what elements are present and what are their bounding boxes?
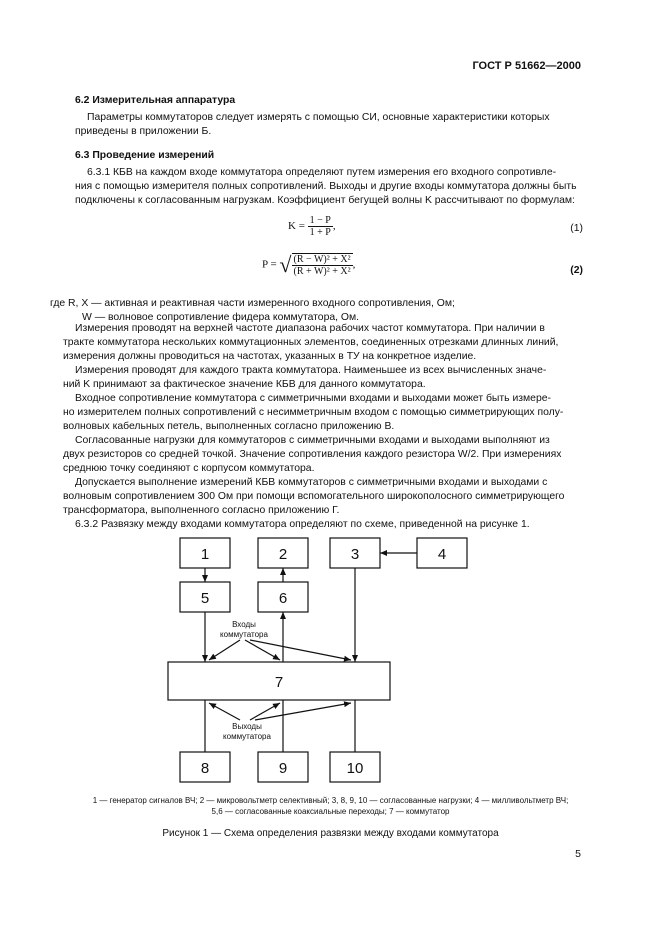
figure-legend xyxy=(40,795,621,817)
box-1-label: 1 xyxy=(200,546,210,563)
inputs-pointer-3 xyxy=(250,640,351,660)
text-line: 6.3.1 КБВ на каждом входе коммутатора определяют путем измерения его входного сопротивле- xyxy=(87,167,557,178)
box-2-label: 2 xyxy=(278,546,288,563)
box-9-label: 9 xyxy=(278,760,288,777)
box-6-label: 6 xyxy=(278,590,288,607)
text-line: среднюю точку соединяют с корпусом коммутатора. xyxy=(63,463,315,474)
box-3-label: 3 xyxy=(350,546,360,563)
text-line: Допускается выполнение измерений КБВ коммутаторов с симметричными входами и выходами с xyxy=(75,477,548,488)
section-6-2-title: 6.2 Измерительная аппаратура xyxy=(75,95,236,106)
section-6-3-title: 6.3 Проведение измерений xyxy=(75,150,215,161)
legend-line-1: 1 — генератор сигналов ВЧ; 2 — микровольтметр селективный; 3, 8, 9, 10 — согласованные нагрузки; 4 — милливольтметр ВЧ; xyxy=(92,796,569,805)
text-line: Параметры коммутаторов следует измерять с помощью СИ, основные характеристики которых xyxy=(87,112,550,123)
sqrt-sign-icon: √ xyxy=(279,252,292,277)
box-10-label: 10 xyxy=(346,760,364,777)
where-line-1: где R, X — активная и реактивная части измеренного входного сопротивления, Ом; xyxy=(50,298,455,309)
text-line: ния с помощью измерителя полных сопротивлений. Выходы и другие входы коммутатора должны быть xyxy=(75,181,577,192)
formula-1-denominator: 1 + P xyxy=(309,227,331,238)
figure-caption: Рисунок 1 — Схема определения развязки между входами коммутатора xyxy=(162,828,499,839)
page-number: 5 xyxy=(575,848,581,860)
formula-2-number: (2) xyxy=(570,265,583,276)
standard-code: ГОСТ Р 51662—2000 xyxy=(472,60,581,72)
outputs-label-2: коммутатора xyxy=(223,732,271,741)
formula-1-lhs: K = xyxy=(288,220,305,233)
text-line: волновых кабельных петель, выполненных согласно приложению В. xyxy=(63,421,395,432)
box-5-label: 5 xyxy=(200,590,210,607)
text-line: ний K принимают за фактическое значение КБВ для данного коммутатора. xyxy=(63,379,426,390)
outputs-label-1: Выходы xyxy=(232,722,262,731)
text-line: Согласованные нагрузки для коммутаторов с симметричными входами и выходами выполняют из xyxy=(75,435,550,446)
text-line: 6.3.2 Развязку между входами коммутатора определяют по схеме, приведенной на рисунке 1. xyxy=(75,519,530,530)
where-line-2: W — волновое сопротивление фидера коммутатора, Ом. xyxy=(82,312,360,323)
box-4-label: 4 xyxy=(437,546,447,563)
formula-1-tail: , xyxy=(332,220,336,233)
outputs-pointer-1 xyxy=(209,703,240,720)
outputs-pointer-2 xyxy=(250,703,280,720)
outputs-pointer-3 xyxy=(255,703,351,720)
text-line: измерения должны проводиться на частотах, указанных в ТУ на конкретное изделие. xyxy=(63,351,477,362)
formula-2-tail: , xyxy=(352,258,356,271)
formula-1-number: (1) xyxy=(570,223,583,234)
formula-2-numerator: (R − W)² + X² xyxy=(293,254,351,265)
inputs-pointer-1 xyxy=(209,640,240,660)
inputs-label-1: Входы xyxy=(232,620,256,629)
inputs-label-2: коммутатора xyxy=(220,630,268,639)
text-line: трансформатора, выполненного согласно приложению Г. xyxy=(63,505,340,516)
text-line: Входное сопротивление коммутатора с симметричными входами и выходами может быть измере- xyxy=(75,393,551,404)
text-line: Измерения проводят для каждого тракта коммутатора. Наименьшее из всех вычисленных значе- xyxy=(75,365,547,376)
formula-1-numerator: 1 − P xyxy=(309,215,331,226)
legend-line-2: 5,6 — согласованные коаксиальные переходы; 7 — коммутатор xyxy=(211,807,450,816)
text-line: но измерителем полных сопротивлений с несимметричным входом с помощью симметрирующих полу- xyxy=(63,407,564,418)
box-7-label: 7 xyxy=(274,674,284,691)
formula-2-lhs: P = xyxy=(262,258,277,271)
formula-2-denominator: (R + W)² + X² xyxy=(293,266,351,277)
text-line: Измерения проводят на верхней частоте диапазона рабочих частот коммутатора. При наличии в xyxy=(75,323,545,334)
text-line: приведены в приложении Б. xyxy=(75,126,212,137)
box-8-label: 8 xyxy=(200,760,210,777)
text-line: тракте коммутатора нескольких коммутационных элементов, соединенных отрезками длинных линий, xyxy=(63,337,559,348)
text-line: двух резисторов со средней точкой. Значение сопротивления каждого резистора W/2. При измерениях xyxy=(63,449,562,460)
text-line: подключены к согласованным нагрузкам. Коэффициент бегущей волны K рассчитывают по формулам: xyxy=(75,195,575,206)
text-line: волновым сопротивлением 300 Ом при помощи вспомогательного широкополосного симметрирующего xyxy=(63,491,565,502)
